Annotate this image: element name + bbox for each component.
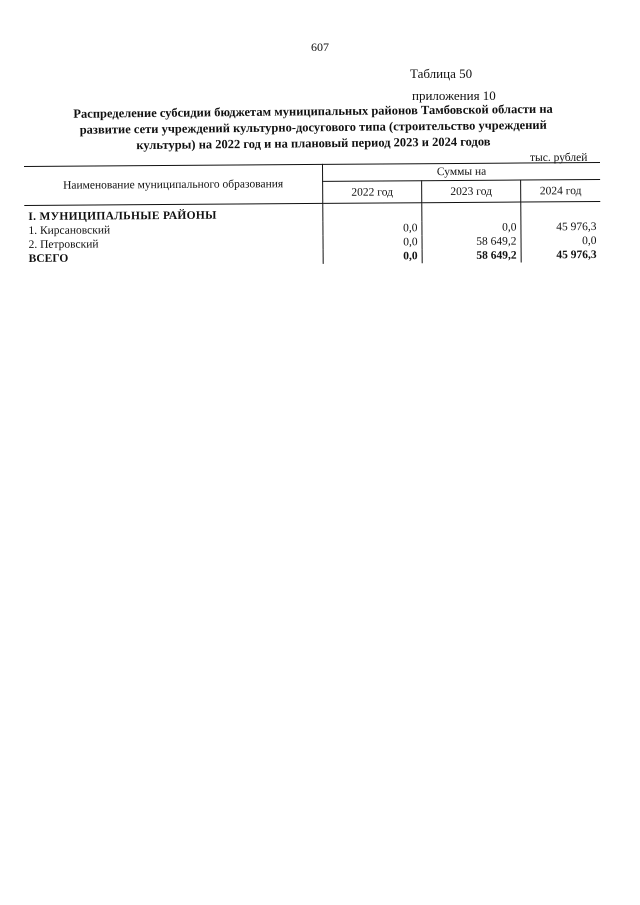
- value-2024: 45 976,3: [556, 221, 597, 234]
- year-header-2024: 2024 год: [521, 180, 601, 202]
- total-2022: 0,0: [323, 249, 422, 264]
- value-2024: 0,0: [582, 235, 597, 248]
- empty-cell: [422, 202, 521, 221]
- year-header-2022: 2022 год: [323, 181, 422, 203]
- appendix-reference: приложения 10: [412, 88, 496, 103]
- units-label: тыс. рублей: [530, 152, 588, 164]
- total-2023: 58 649,2: [422, 249, 521, 264]
- row-name: 1. Кирсановский: [24, 222, 323, 238]
- page-number: 607: [311, 40, 329, 54]
- value-2023: 0,0: [422, 221, 521, 236]
- subsidy-table-container: [24, 162, 601, 266]
- total-label: ВСЕГО: [25, 250, 324, 266]
- name-column-header: Наименование муниципального образования: [24, 164, 323, 205]
- value-2023: 58 649,2: [422, 235, 521, 250]
- empty-cell: [521, 201, 601, 220]
- sums-column-header: Суммы на: [322, 162, 600, 181]
- value-2022: 0,0: [323, 235, 422, 250]
- total-2024: 45 976,3: [556, 249, 597, 262]
- empty-cell: [323, 203, 422, 222]
- section-label: I. МУНИЦИПАЛЬНЫЕ РАЙОНЫ: [24, 203, 323, 224]
- row-name: 2. Петровский: [25, 236, 324, 252]
- year-header-2023: 2023 год: [422, 180, 521, 202]
- subsidy-table: [24, 162, 601, 266]
- document-title: Распределение субсидии бюджетам муниципальных районов Тамбовской области на развитие сети учреждений культурно-досугового типа (строительство учреждений культуры) на 2022 год и на плановый период 2023 и 2024 годов: [73, 101, 553, 153]
- value-2022: 0,0: [323, 221, 422, 236]
- total-row: [25, 248, 601, 266]
- table-reference: Таблица 50: [410, 66, 473, 81]
